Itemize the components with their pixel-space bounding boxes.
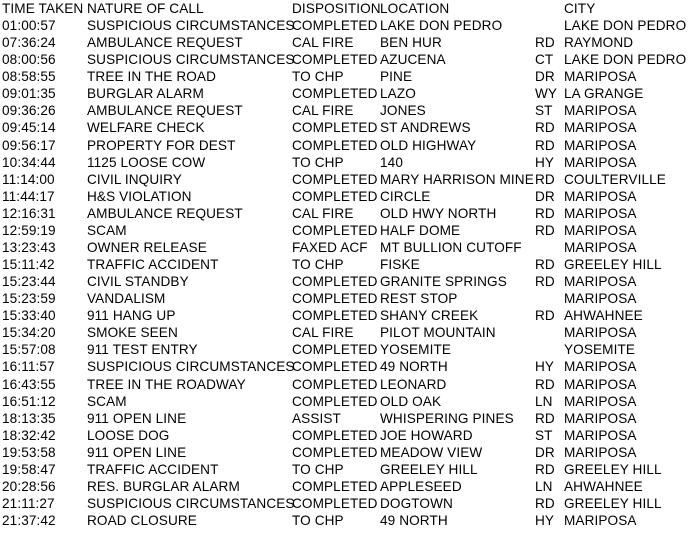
street-suffix-cell: WY — [535, 86, 558, 102]
disposition-cell: COMPLETED — [292, 171, 378, 187]
disposition-cell: COMPLETED — [292, 18, 378, 34]
street-suffix-cell: LN — [535, 478, 553, 494]
nature-of-call-cell: SUSPICIOUS CIRCUMSTANCES — [87, 52, 295, 68]
time-cell: 12:16:31 — [2, 205, 56, 221]
location-cell: CIRCLE — [380, 188, 431, 204]
disposition-cell: CAL FIRE — [292, 205, 354, 221]
city-cell: YOSEMITE — [564, 342, 636, 358]
city-cell: AHWAHNEE — [564, 308, 643, 324]
time-cell: 19:58:47 — [2, 461, 56, 477]
street-suffix-cell: RD — [535, 496, 555, 512]
table-row — [0, 512, 688, 529]
nature-of-call-cell: SCAM — [87, 393, 127, 409]
time-cell: 20:28:56 — [2, 478, 56, 494]
location-cell: PILOT MOUNTAIN — [380, 325, 496, 341]
street-suffix-cell: HY — [535, 513, 555, 529]
street-suffix-cell: RD — [535, 410, 555, 426]
table-row — [0, 376, 688, 393]
time-cell: 10:34:44 — [2, 154, 56, 170]
disposition-cell: ASSIST — [292, 410, 341, 426]
table-row — [0, 85, 688, 102]
disposition-cell: CAL FIRE — [292, 35, 354, 51]
column-header-city: CITY — [564, 1, 596, 16]
street-suffix-cell: DR — [535, 69, 555, 85]
city-cell: GREELEY HILL — [564, 257, 662, 273]
location-cell: LEONARD — [380, 376, 447, 392]
nature-of-call-cell: SUSPICIOUS CIRCUMSTANCES — [87, 359, 295, 375]
table-row — [0, 393, 688, 410]
disposition-cell: COMPLETED — [292, 376, 378, 392]
table-row — [0, 358, 688, 375]
disposition-cell: COMPLETED — [292, 188, 378, 204]
street-suffix-cell: DR — [535, 188, 555, 204]
street-suffix-cell: RD — [535, 461, 555, 477]
disposition-cell: COMPLETED — [292, 86, 378, 102]
city-cell: MARIPOSA — [564, 427, 637, 443]
street-suffix-cell: ST — [535, 427, 553, 443]
city-cell: RAYMOND — [564, 35, 634, 51]
time-cell: 09:01:35 — [2, 86, 56, 102]
table-header-row — [0, 0, 688, 17]
location-cell: WHISPERING PINES — [380, 410, 514, 426]
time-cell: 08:00:56 — [2, 52, 56, 68]
nature-of-call-cell: H&S VIOLATION — [87, 188, 192, 204]
street-suffix-cell: RD — [535, 257, 555, 273]
disposition-cell: TO CHP — [292, 257, 344, 273]
disposition-cell: COMPLETED — [292, 120, 378, 136]
table-row — [0, 68, 688, 85]
city-cell: MARIPOSA — [564, 222, 637, 238]
time-cell: 15:57:08 — [2, 342, 56, 358]
city-cell: MARIPOSA — [564, 103, 637, 119]
time-cell: 09:45:14 — [2, 120, 56, 136]
disposition-cell: COMPLETED — [292, 137, 378, 153]
nature-of-call-cell: AMBULANCE REQUEST — [87, 35, 243, 51]
location-cell: BEN HUR — [380, 35, 442, 51]
time-cell: 15:23:44 — [2, 274, 56, 290]
street-suffix-cell: DR — [535, 444, 555, 460]
location-cell: REST STOP — [380, 291, 458, 307]
street-suffix-cell: LN — [535, 393, 553, 409]
time-cell: 15:11:42 — [2, 257, 55, 273]
location-cell: GREELEY HILL — [380, 461, 478, 477]
nature-of-call-cell: 911 TEST ENTRY — [87, 342, 198, 358]
table-row — [0, 495, 688, 512]
location-cell: AZUCENA — [380, 52, 446, 68]
street-suffix-cell: RD — [535, 274, 555, 290]
city-cell: COULTERVILLE — [564, 171, 666, 187]
street-suffix-cell: RD — [535, 35, 555, 51]
street-suffix-cell: RD — [535, 120, 555, 136]
city-cell: MARIPOSA — [564, 410, 637, 426]
street-suffix-cell: RD — [535, 222, 555, 238]
location-cell: DOGTOWN — [380, 496, 453, 512]
table-row — [0, 222, 688, 239]
nature-of-call-cell: SUSPICIOUS CIRCUMSTANCES — [87, 18, 295, 34]
time-cell: 15:23:59 — [2, 291, 56, 307]
time-cell: 18:13:35 — [2, 410, 56, 426]
location-cell: GRANITE SPRINGS — [380, 274, 507, 290]
nature-of-call-cell: TRAFFIC ACCIDENT — [87, 461, 219, 477]
time-cell: 09:56:17 — [2, 137, 56, 153]
nature-of-call-cell: PROPERTY FOR DEST — [87, 137, 236, 153]
disposition-cell: COMPLETED — [292, 393, 378, 409]
nature-of-call-cell: CIVIL INQUIRY — [87, 171, 182, 187]
city-cell: AHWAHNEE — [564, 478, 643, 494]
time-cell: 15:34:20 — [2, 325, 56, 341]
time-cell: 16:43:55 — [2, 376, 56, 392]
location-cell: FISKE — [380, 257, 420, 273]
table-row — [0, 51, 688, 68]
city-cell: GREELEY HILL — [564, 461, 662, 477]
location-cell: ST ANDREWS — [380, 120, 471, 136]
table-row — [0, 444, 688, 461]
location-cell: JOE HOWARD — [380, 427, 473, 443]
location-cell: HALF DOME — [380, 222, 461, 238]
location-cell: OLD HIGHWAY — [380, 137, 477, 153]
nature-of-call-cell: VANDALISM — [87, 291, 166, 307]
time-cell: 12:59:19 — [2, 222, 56, 238]
nature-of-call-cell: ROAD CLOSURE — [87, 513, 197, 529]
location-cell: YOSEMITE — [380, 342, 452, 358]
column-header-disposition: DISPOSITION — [292, 1, 381, 16]
city-cell: MARIPOSA — [564, 325, 637, 341]
location-cell: APPLESEED — [380, 478, 462, 494]
nature-of-call-cell: RES. BURGLAR ALARM — [87, 478, 240, 494]
disposition-cell: COMPLETED — [292, 444, 378, 460]
location-cell: OLD OAK — [380, 393, 442, 409]
table-row — [0, 256, 688, 273]
city-cell: MARIPOSA — [564, 239, 637, 255]
table-row — [0, 188, 688, 205]
table-row — [0, 171, 688, 188]
city-cell: MARIPOSA — [564, 205, 637, 221]
street-suffix-cell: RD — [535, 308, 555, 324]
time-cell: 13:23:43 — [2, 239, 56, 255]
nature-of-call-cell: AMBULANCE REQUEST — [87, 205, 243, 221]
street-suffix-cell: CT — [535, 52, 554, 68]
location-cell: JONES — [380, 103, 426, 119]
city-cell: MARIPOSA — [564, 376, 637, 392]
location-cell: SHANY CREEK — [380, 308, 479, 324]
city-cell: MARIPOSA — [564, 137, 637, 153]
disposition-cell: COMPLETED — [292, 291, 378, 307]
location-cell: OLD HWY NORTH — [380, 205, 497, 221]
table-row — [0, 307, 688, 324]
location-cell: 49 NORTH — [380, 359, 448, 375]
time-cell: 08:58:55 — [2, 69, 56, 85]
table-row — [0, 427, 688, 444]
disposition-cell: CAL FIRE — [292, 325, 354, 341]
nature-of-call-cell: WELFARE CHECK — [87, 120, 205, 136]
column-header-time-taken: TIME TAKEN — [2, 1, 84, 16]
time-cell: 21:37:42 — [2, 513, 56, 529]
city-cell: LAKE DON PEDRO — [564, 18, 687, 34]
nature-of-call-cell: 911 OPEN LINE — [87, 410, 187, 426]
time-cell: 07:36:24 — [2, 35, 56, 51]
disposition-cell: TO CHP — [292, 513, 344, 529]
table-row — [0, 290, 688, 307]
city-cell: MARIPOSA — [564, 359, 637, 375]
disposition-cell: COMPLETED — [292, 478, 378, 494]
city-cell: LAKE DON PEDRO — [564, 52, 687, 68]
disposition-cell: CAL FIRE — [292, 103, 354, 119]
disposition-cell: TO CHP — [292, 461, 344, 477]
nature-of-call-cell: CIVIL STANDBY — [87, 274, 189, 290]
time-cell: 16:51:12 — [2, 393, 56, 409]
city-cell: MARIPOSA — [564, 188, 637, 204]
city-cell: MARIPOSA — [564, 69, 637, 85]
time-cell: 15:33:40 — [2, 308, 56, 324]
city-cell: GREELEY HILL — [564, 496, 662, 512]
street-suffix-cell: ST — [535, 103, 553, 119]
disposition-cell: TO CHP — [292, 69, 344, 85]
nature-of-call-cell: TREE IN THE ROAD — [87, 69, 216, 85]
location-cell: 140 — [380, 154, 403, 170]
time-cell: 01:00:57 — [2, 18, 56, 34]
nature-of-call-cell: BURGLAR ALARM — [87, 86, 204, 102]
city-cell: MARIPOSA — [564, 513, 637, 529]
city-cell: MARIPOSA — [564, 393, 637, 409]
disposition-cell: TO CHP — [292, 154, 344, 170]
street-suffix-cell: RD — [535, 171, 555, 187]
time-cell: 11:44:17 — [2, 188, 55, 204]
city-cell: MARIPOSA — [564, 120, 637, 136]
location-cell: 49 NORTH — [380, 513, 448, 529]
nature-of-call-cell: AMBULANCE REQUEST — [87, 103, 243, 119]
disposition-cell: COMPLETED — [292, 342, 378, 358]
time-cell: 19:53:58 — [2, 444, 56, 460]
city-cell: MARIPOSA — [564, 274, 637, 290]
nature-of-call-cell: TRAFFIC ACCIDENT — [87, 257, 219, 273]
table-row — [0, 17, 688, 34]
table-row — [0, 34, 688, 51]
table-row — [0, 410, 688, 427]
location-cell: PINE — [380, 69, 413, 85]
nature-of-call-cell: OWNER RELEASE — [87, 239, 207, 255]
table-row — [0, 205, 688, 222]
table-row — [0, 119, 688, 136]
column-header-nature-of-call: NATURE OF CALL — [87, 1, 204, 16]
table-row — [0, 478, 688, 495]
time-cell: 18:32:42 — [2, 427, 56, 443]
table-row — [0, 341, 688, 358]
table-row — [0, 461, 688, 478]
location-cell: MEADOW VIEW — [380, 444, 483, 460]
table-row — [0, 102, 688, 119]
location-cell: LAKE DON PEDRO — [380, 18, 503, 34]
disposition-cell: COMPLETED — [292, 359, 378, 375]
street-suffix-cell: RD — [535, 376, 555, 392]
column-header-location: LOCATION — [380, 1, 450, 16]
disposition-cell: COMPLETED — [292, 427, 378, 443]
street-suffix-cell: RD — [535, 137, 555, 153]
disposition-cell: COMPLETED — [292, 222, 378, 238]
table-row — [0, 239, 688, 256]
location-cell: MARY HARRISON MINE — [380, 171, 534, 187]
city-cell: LA GRANGE — [564, 86, 644, 102]
time-cell: 21:11:27 — [2, 496, 55, 512]
table-row — [0, 324, 688, 341]
disposition-cell: FAXED ACF — [292, 239, 368, 255]
nature-of-call-cell: SUSPICIOUS CIRCUMSTANCES — [87, 496, 295, 512]
street-suffix-cell: RD — [535, 205, 555, 221]
city-cell: MARIPOSA — [564, 291, 637, 307]
disposition-cell: COMPLETED — [292, 308, 378, 324]
table-row — [0, 154, 688, 171]
disposition-cell: COMPLETED — [292, 496, 378, 512]
location-cell: MT BULLION CUTOFF — [380, 239, 522, 255]
city-cell: MARIPOSA — [564, 444, 637, 460]
nature-of-call-cell: TREE IN THE ROADWAY — [87, 376, 246, 392]
city-cell: MARIPOSA — [564, 154, 637, 170]
street-suffix-cell: HY — [535, 359, 555, 375]
time-cell: 16:11:57 — [2, 359, 55, 375]
location-cell: LAZO — [380, 86, 416, 102]
nature-of-call-cell: 1125 LOOSE COW — [87, 154, 206, 170]
time-cell: 11:14:00 — [2, 171, 55, 187]
time-cell: 09:36:26 — [2, 103, 56, 119]
disposition-cell: COMPLETED — [292, 52, 378, 68]
table-row — [0, 137, 688, 154]
nature-of-call-cell: LOOSE DOG — [87, 427, 170, 443]
disposition-cell: COMPLETED — [292, 274, 378, 290]
table-row — [0, 273, 688, 290]
nature-of-call-cell: 911 HANG UP — [87, 308, 176, 324]
nature-of-call-cell: SMOKE SEEN — [87, 325, 178, 341]
nature-of-call-cell: 911 OPEN LINE — [87, 444, 187, 460]
street-suffix-cell: HY — [535, 154, 555, 170]
nature-of-call-cell: SCAM — [87, 222, 127, 238]
